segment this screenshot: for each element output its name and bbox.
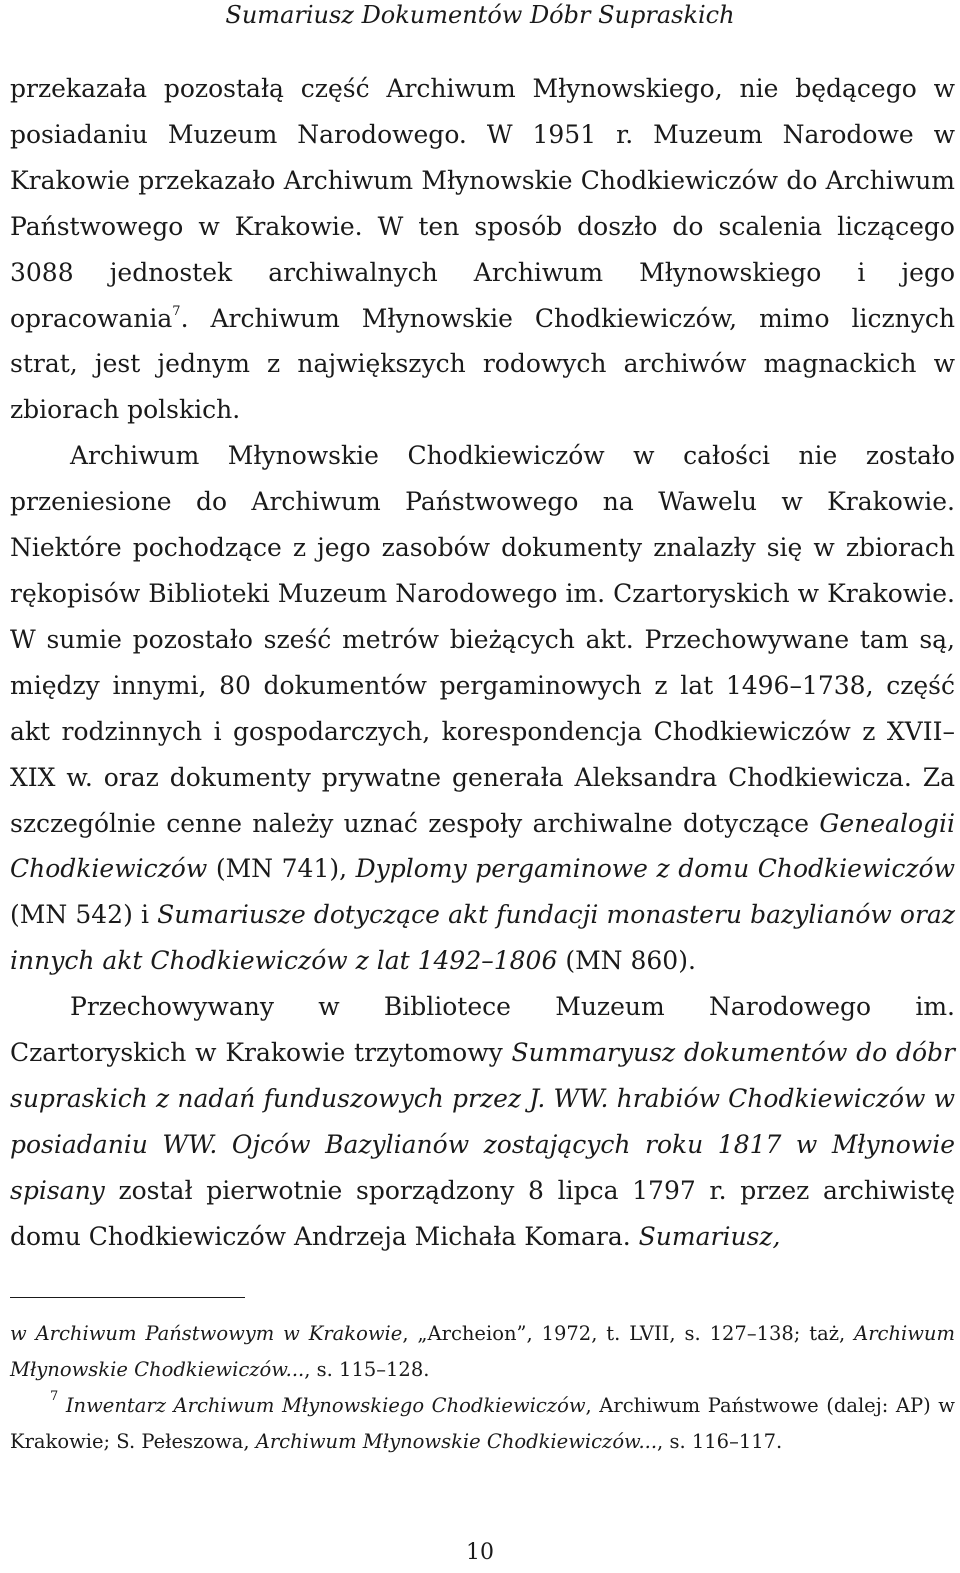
footnote-cont-pages: , s. 115–128. xyxy=(304,1358,430,1381)
footnote-7-title-1: Inwentarz Archiwum Młynowskiego Chodkiewiczów xyxy=(65,1394,586,1417)
title-genealogii: Genealogii Chodkiewiczów xyxy=(10,808,955,884)
body-text xyxy=(10,66,955,1260)
footnotes xyxy=(10,1316,955,1460)
paragraph-1 xyxy=(10,66,955,433)
title-sumariusze: Sumariusze dotyczące akt fundacji monasteru bazylianów oraz innych akt Chodkiewiczów z lat 1492–1806 xyxy=(10,900,955,976)
paragraph-3-text-b: został pierwotnie sporządzony 8 lipca 1797 r. przez archiwistę domu Chodkiewiczów Andrzeja Michała Komara. xyxy=(10,1175,955,1251)
title-sumariusz: Sumariusz, xyxy=(638,1221,781,1251)
title-dyplomy: Dyplomy pergaminowe z domu Chodkiewiczów xyxy=(355,854,955,884)
footnote-cont-title-2: Archiwum Młynowskie Chodkiewiczów... xyxy=(10,1322,955,1381)
paragraph-3 xyxy=(10,984,955,1259)
paragraph-1-text: przekazała pozostałą część Archiwum Młynowskiego, nie będącego w posiadaniu Muzeum Narodowego. W 1951 r. Muzeum Narodowe w Krakowie przekazało Archiwum Młynowskie Chodkiewiczów do Archiwum Państwowego w Krakowie. W ten sposób doszło do scalenia liczącego 3088 jednostek archiwalnych Archiwum Młynowskiego i jego opracowania xyxy=(10,74,955,333)
footnote-7-pages: , s. 116–117. xyxy=(657,1430,783,1453)
footnote-7 xyxy=(10,1388,955,1460)
footnote-continued xyxy=(10,1316,955,1388)
footnote-separator xyxy=(10,1297,245,1298)
paragraph-2-text-b: (MN 741), xyxy=(207,854,356,884)
footnote-7-number: 7 xyxy=(50,1389,59,1404)
paragraph-3-text: Przechowywany w Bibliotece Muzeum Narodowego im. Czartoryskich w Krakowie trzytomowy xyxy=(10,992,955,1068)
running-head: Sumariusz Dokumentów Dóbr Supraskich xyxy=(225,1,735,29)
paragraph-2 xyxy=(10,433,955,984)
title-summaryusz: Summaryusz dokumentów do dóbr supraskich z nadań funduszowych przez J. WW. hrabiów Chodkiewiczów w posiadaniu WW. Ojców Bazylianów zostających roku 1817 w Młynowie spisany xyxy=(10,1038,956,1205)
footnote-7-title-2: Archiwum Młynowskie Chodkiewiczów... xyxy=(255,1430,658,1453)
paragraph-1-text-cont: . Archiwum Młynowskie Chodkiewiczów, mimo licznych strat, jest jednym z największych rodowych archiwów magnackich w zbiorach polskich. xyxy=(10,303,955,425)
footnote-ref-7[interactable]: 7 xyxy=(172,303,181,319)
paragraph-2-text: Archiwum Młynowskie Chodkiewiczów w całości nie zostało przeniesione do Archiwum Państwowego na Wawelu w Krakowie. Niektóre pochodzące z jego zasobów dokumenty znalazły się w zbiorach rękopisów Biblioteki Muzeum Narodowego im. Czartoryskich w Krakowie. W sumie pozostało sześć metrów bieżących akt. Przechowywane tam są, między innymi, 80 dokumentów pergaminowych z lat 1496–1738, część akt rodzinnych i gospodarczych, korespondencja Chodkiewiczów z XVII–XIX w. oraz dokumenty prywatne generała Aleksandra Chodkiewicza. Za szczególnie cenne należy uznać zespoły archiwalne dotyczące xyxy=(10,441,955,838)
paragraph-2-text-d: (MN 860). xyxy=(557,946,696,976)
footnote-7-text: , Archiwum Państwowe (dalej: AP) w Krakowie; S. Pełeszowa, xyxy=(10,1394,955,1453)
footnote-cont-title-1: w Archiwum Państwowym w Krakowie xyxy=(10,1322,403,1345)
footnote-cont-text: , „Archeion”, 1972, t. LVII, s. 127–138; taż, xyxy=(402,1322,855,1345)
paragraph-2-text-c: (MN 542) i xyxy=(10,900,158,930)
page-number: 10 xyxy=(466,1540,494,1565)
